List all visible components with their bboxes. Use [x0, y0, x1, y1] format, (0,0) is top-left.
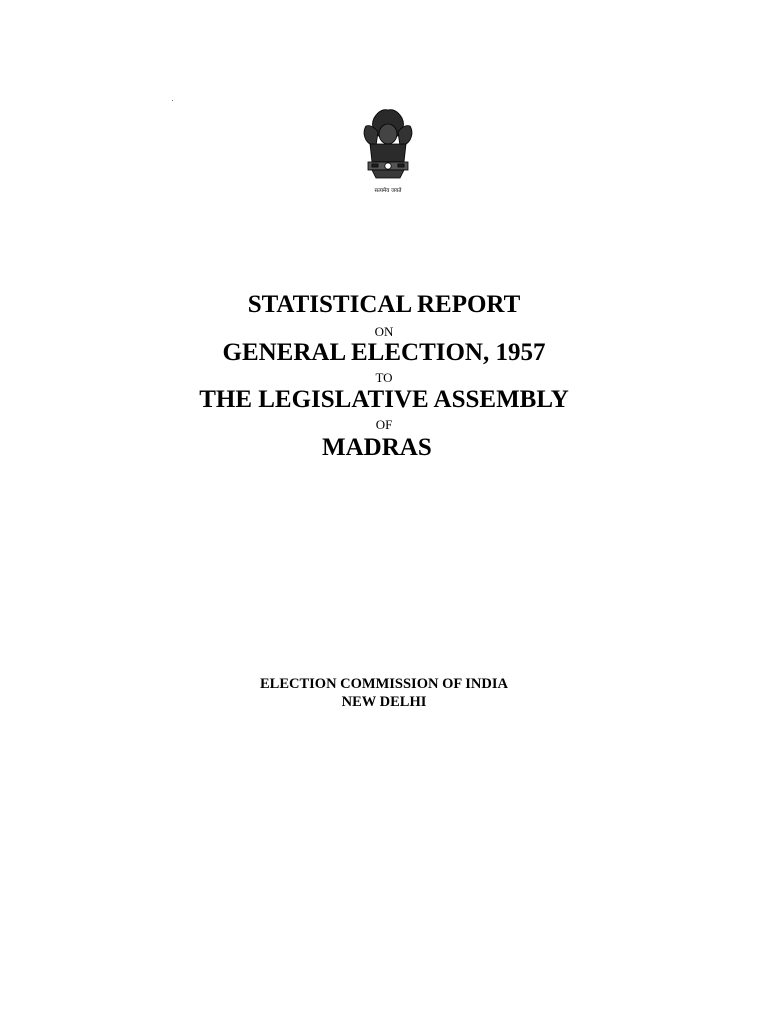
title-connector-on: ON — [374, 324, 394, 339]
title-line-general-election: GENERAL ELECTION, 1957 — [222, 339, 546, 366]
scan-speck — [172, 100, 173, 101]
title-connector-of: OF — [375, 417, 393, 432]
publisher-city: NEW DELHI — [341, 694, 427, 710]
svg-text:सत्यमेव जयते: सत्यमेव जयते — [374, 188, 402, 194]
title-line-state-name: MADRAS — [322, 434, 432, 461]
title-line-statistical-report: STATISTICAL REPORT — [247, 291, 521, 318]
national-emblem-icon — [352, 104, 424, 200]
title-line-legislative-assembly: THE LEGISLATIVE ASSEMBLY — [199, 386, 569, 413]
title-connector-to: TO — [375, 370, 393, 385]
publisher-name: ELECTION COMMISSION OF INDIA — [259, 676, 508, 692]
